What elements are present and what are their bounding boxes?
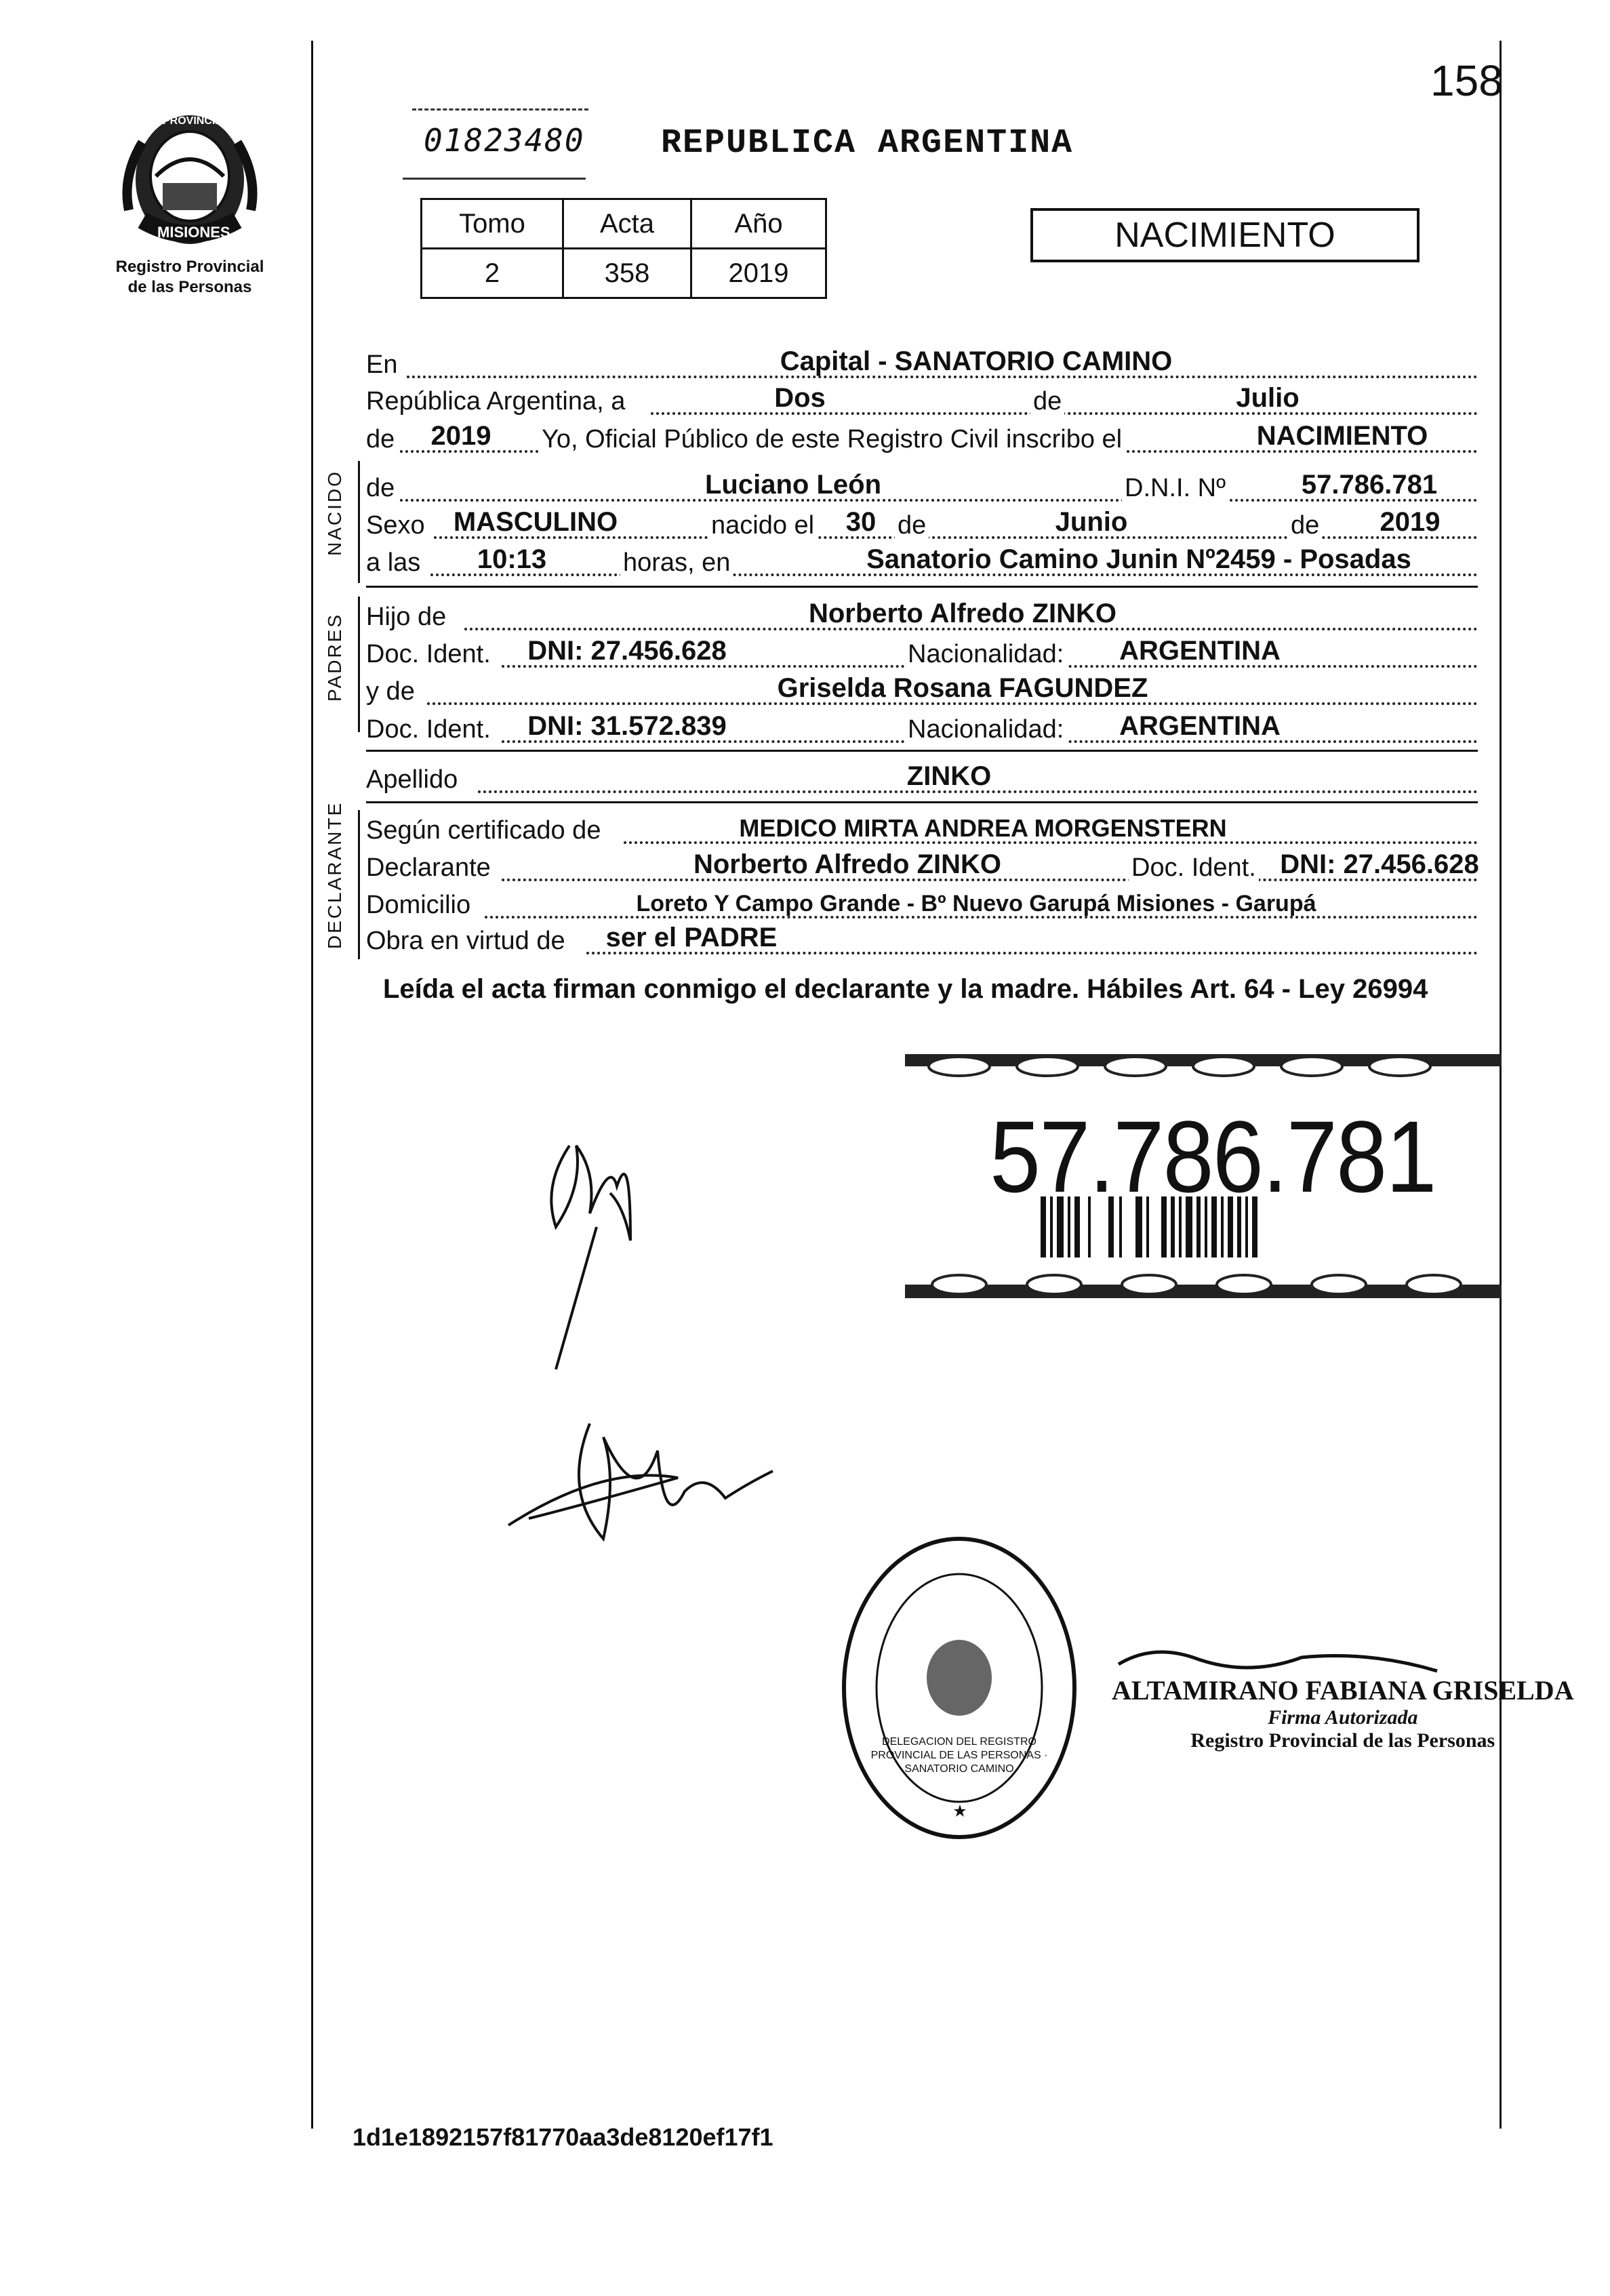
row-declarante	[366, 847, 1478, 885]
row-inscribo	[366, 419, 1478, 457]
row-republica	[366, 381, 1478, 419]
row-hora	[366, 542, 1478, 580]
declarante-label: Declarante	[366, 853, 491, 882]
dni-sticker-number: 57.786.781	[990, 1100, 1436, 1213]
section-line-nacido	[358, 461, 360, 583]
decl-doc-label: Doc. Ident.	[1129, 853, 1259, 883]
lugar-value: Sanatorio Camino Junin Nº2459 - Posadas	[866, 544, 1411, 574]
left-margin-line	[311, 41, 313, 2129]
page-number: 158	[1430, 56, 1503, 105]
official-line2: Firma Autorizada	[1268, 1706, 1418, 1729]
apellido-label: Apellido	[366, 765, 458, 794]
month-de-label: de	[1030, 387, 1064, 416]
logo-bottom-text: MISIONES	[157, 224, 230, 241]
sexo-value: MASCULINO	[453, 507, 618, 537]
document-hash: 1d1e1892157f81770aa3de8120ef17f1	[353, 2123, 773, 2151]
record-table	[420, 198, 827, 299]
year-value: 2019	[430, 421, 491, 451]
row-certificado	[366, 810, 1478, 848]
nacido-de2: de	[1288, 511, 1322, 540]
hora-label: a las	[366, 548, 421, 577]
table-value-tomo: 2	[422, 249, 563, 298]
madre-doc-label: Doc. Ident.	[366, 715, 491, 744]
row-domicilio	[366, 885, 1478, 923]
handwritten-signature-icon	[529, 1105, 691, 1376]
serial-decor-line-top	[412, 108, 588, 110]
dni-label: D.N.I. Nº	[1122, 474, 1228, 503]
handwritten-signature-icon	[502, 1410, 786, 1559]
nacido-month: Junio	[1055, 507, 1128, 537]
registry-caption-2: de las Personas	[127, 278, 252, 296]
nombre-label: de	[366, 474, 395, 502]
padre-doc-label: Doc. Ident.	[366, 640, 491, 668]
madre-value: Griselda Rosana FAGUNDEZ	[777, 673, 1148, 703]
seal-text: DELEGACION DEL REGISTRO PROVINCIAL DE LAS PERSONAS · SANATORIO CAMINO	[870, 1736, 1048, 1775]
certificado-value: MEDICO MIRTA ANDREA MORGENSTERN	[739, 814, 1227, 842]
inscribo-value: NACIMIENTO	[1256, 421, 1428, 451]
padre-value: Norberto Alfredo ZINKO	[808, 599, 1117, 628]
obra-value: ser el PADRE	[605, 923, 778, 952]
hijo-label: Hijo de	[366, 603, 447, 631]
row-hijo	[366, 597, 1478, 635]
section-label-nacido: NACIDO	[324, 470, 345, 556]
decl-doc-value: DNI: 27.456.628	[1280, 849, 1479, 879]
divider-3	[366, 801, 1478, 803]
section-line-declarante	[358, 810, 360, 959]
divider-2	[366, 750, 1478, 752]
madre-nac-label: Nacionalidad:	[905, 715, 1066, 744]
yde-label: y de	[366, 677, 415, 706]
republica-label: República Argentina, a	[366, 387, 626, 416]
logo-top-text: PROVINCIA DE	[163, 115, 241, 127]
padre-doc: DNI: 27.456.628	[527, 636, 727, 666]
domicilio-label: Domicilio	[366, 891, 471, 919]
seal-stamp-icon	[837, 1532, 1081, 1844]
row-nombre	[366, 468, 1478, 506]
row-padre-doc	[366, 634, 1478, 672]
horas-label: horas, en	[620, 548, 733, 578]
table-header-acta: Acta	[563, 199, 691, 249]
table-value-acta: 358	[563, 249, 691, 298]
serial-number: 01823480	[424, 122, 585, 159]
signature-officer	[529, 1105, 691, 1376]
section-label-padres: PADRES	[324, 612, 345, 702]
apellido-value: ZINKO	[906, 761, 992, 791]
row-madre-doc	[366, 709, 1478, 747]
official-line3: Registro Provincial de las Personas	[1190, 1729, 1495, 1752]
row-en	[366, 344, 1478, 382]
section-line-padres	[358, 597, 360, 732]
row-madre	[366, 671, 1478, 709]
padre-nac-label: Nacionalidad:	[905, 640, 1066, 669]
signature-declarante	[502, 1410, 786, 1559]
section-label-declarante: DECLARANTE	[324, 801, 345, 949]
dni-value: 57.786.781	[1301, 470, 1438, 500]
nacido-day: 30	[845, 507, 877, 537]
closing-text: Leída el acta firman conmigo el declarante y la madre. Hábiles Art. 64 - Ley 26994	[383, 974, 1428, 1004]
hora-value: 10:13	[477, 544, 547, 574]
official-stamp	[1112, 1674, 1574, 1752]
table-header-ano: Año	[691, 199, 826, 249]
header-title: REPUBLICA ARGENTINA	[661, 124, 1074, 163]
table-header-tomo: Tomo	[422, 199, 563, 249]
nombre-value: Luciano León	[705, 470, 881, 500]
day-value: Dos	[774, 383, 826, 413]
domicilio-value: Loreto Y Campo Grande - Bº Nuevo Garupá Misiones - Garupá	[636, 891, 1316, 917]
row-apellido	[366, 759, 1478, 797]
nacido-year: 2019	[1380, 507, 1441, 537]
inscribo-label: Yo, Oficial Público de este Registro Civil inscribo el	[539, 425, 1125, 454]
nacido-de1: de	[895, 511, 929, 540]
year-de-label: de	[366, 425, 395, 454]
padre-nac: ARGENTINA	[1119, 636, 1281, 666]
sexo-label: Sexo	[366, 511, 425, 540]
madre-doc: DNI: 31.572.839	[527, 711, 727, 741]
official-seal	[837, 1532, 1081, 1844]
divider-1	[366, 586, 1478, 588]
province-logo	[115, 102, 264, 258]
row-obra	[366, 921, 1478, 959]
en-value: Capital - SANATORIO CAMINO	[780, 346, 1173, 376]
nacido-label: nacido el	[708, 511, 817, 540]
obra-label: Obra en virtud de	[366, 927, 565, 955]
en-label: En	[366, 350, 398, 379]
official-name: ALTAMIRANO FABIANA GRISELDA	[1112, 1675, 1574, 1706]
registry-caption-1: Registro Provincial	[115, 258, 264, 276]
month-value: Julio	[1236, 383, 1300, 413]
madre-nac: ARGENTINA	[1119, 711, 1281, 741]
record-type-box: NACIMIENTO	[1030, 208, 1420, 262]
declarante-value: Norberto Alfredo ZINKO	[693, 849, 1002, 879]
serial-decor-line-bottom	[403, 178, 586, 180]
row-sexo	[366, 505, 1478, 543]
table-value-ano: 2019	[691, 249, 826, 298]
certificado-label: Según certificado de	[366, 816, 601, 845]
